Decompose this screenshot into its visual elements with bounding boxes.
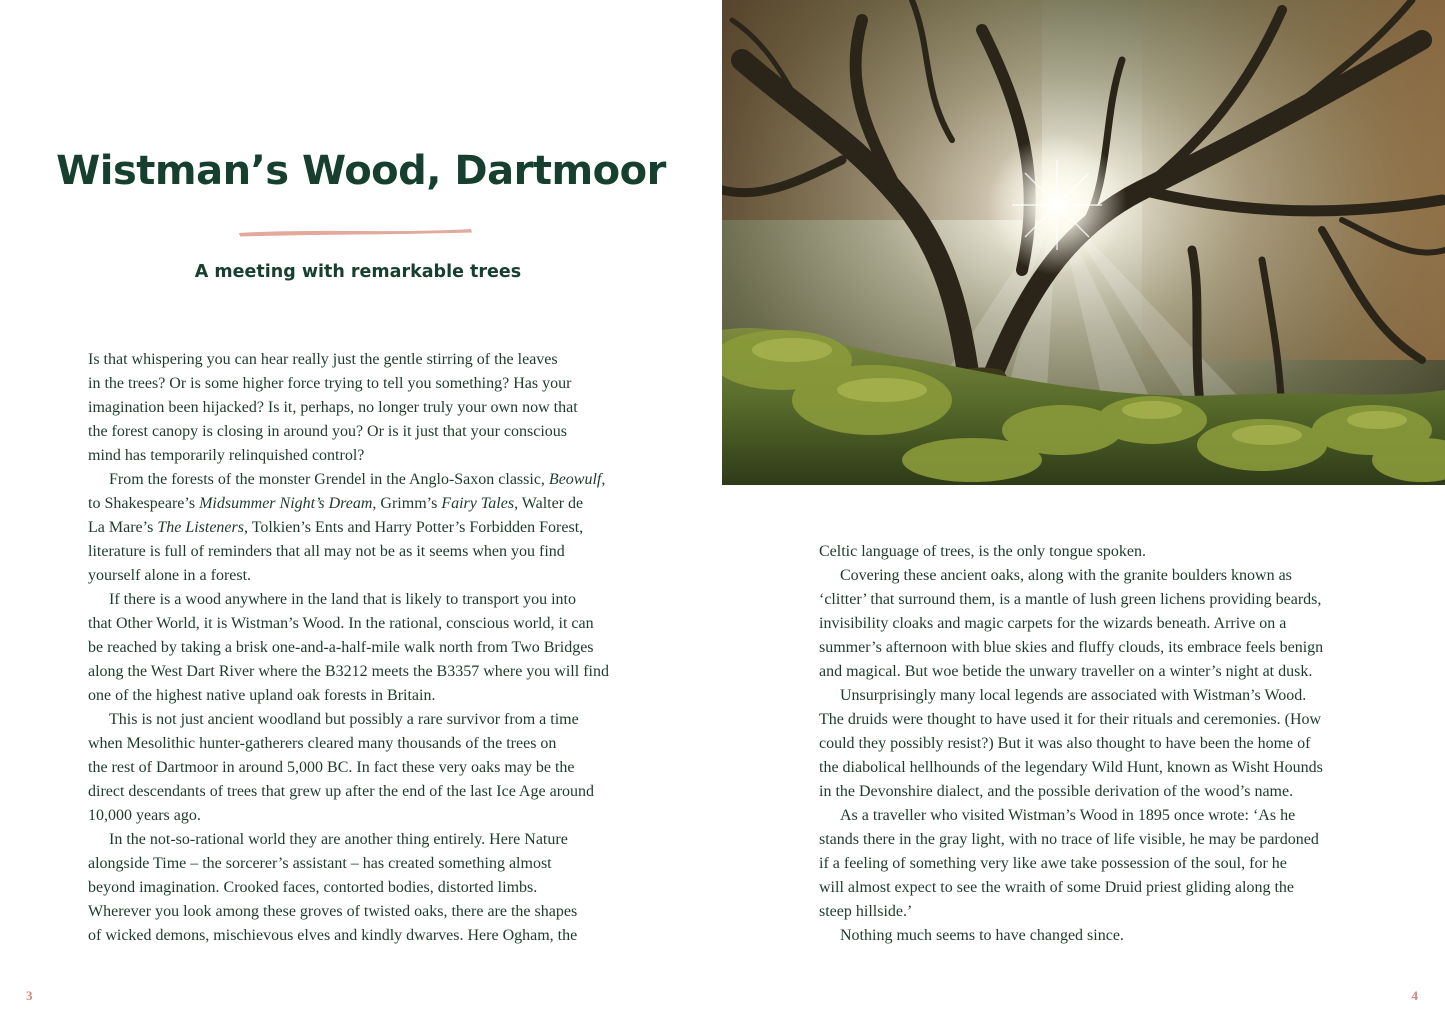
paragraph [88,708,648,828]
text-line: the rest of Dartmoor in around 5,000 BC. In fact these very oaks may be the [88,759,575,776]
paragraph [88,828,648,948]
paragraph [88,588,648,708]
text-line: Nothing much seems to have changed since. [840,927,1124,944]
text-line: 10,000 years ago. [88,807,201,824]
page-number-right: 4 [1411,988,1418,1003]
text-line: the forest canopy is closing in around you? Or is it just that your conscious [88,423,568,440]
paragraph [819,540,1379,564]
text-line: Unsurprisingly many local legends are associated with Wistman’s Wood. [840,687,1307,704]
left-page [0,0,722,1023]
text-line: will almost expect to see the wraith of some Druid priest gliding along the [819,879,1295,896]
text-line: direct descendants of trees that grew up after the end of the last Ice Age around [88,783,595,800]
text-line: Covering these ancient oaks, along with the granite boulders known as [840,567,1292,584]
text-line: steep hillside.’ [819,903,913,920]
text-line: along the West Dart River where the B3212 meets the B3357 where you will find [88,663,609,680]
text-line: the diabolical hellhounds of the legendary Wild Hunt, known as Wisht Hounds [819,759,1323,776]
text-line: that Other World, it is Wistman’s Wood. In the rational, conscious world, it can [88,615,594,632]
text-line: in the Devonshire dialect, and the possible derivation of the wood’s name. [819,783,1294,800]
paragraph [88,468,648,588]
text-line: to Shakespeare’s Midsummer Night’s Dream, Grimm’s Fairy Tales, Walter de [88,495,584,512]
text-line: La Mare’s The Listeners, Tolkien’s Ents and Harry Potter’s Forbidden Forest, [88,519,584,536]
paragraph [819,564,1379,684]
paragraph [819,804,1379,924]
title-underline-rule [237,224,473,238]
page-subtitle: A meeting with remarkable trees [194,262,522,282]
text-line: In the not-so-rational world they are another thing entirely. Here Nature [109,831,568,848]
text-line: summer’s afternoon with blue skies and fluffy clouds, its embrace feels benign [819,639,1324,656]
text-line: if a feeling of something very like awe take possession of the soul, for he [819,855,1287,872]
text-line: The druids were thought to have used it for their rituals and ceremonies. (How [819,711,1322,728]
page-title: Wistman’s Wood, Dartmoor [56,148,666,194]
forest-photo [722,0,1445,485]
text-line: mind has temporarily relinquished control? [88,447,365,464]
text-line: This is not just ancient woodland but possibly a rare survivor from a time [109,711,579,728]
text-line: If there is a wood anywhere in the land that is likely to transport you into [109,591,576,608]
text-line: literature is full of reminders that all may not be as it seems when you find [88,543,565,560]
left-body-text [88,348,648,948]
text-line: Is that whispering you can hear really just the gentle stirring of the leaves [88,351,558,368]
text-line: yourself alone in a forest. [88,567,252,584]
paragraph [819,684,1379,804]
text-line: Celtic language of trees, is the only tongue spoken. [819,543,1147,560]
text-line: Wherever you look among these groves of twisted oaks, there are the shapes [88,903,578,920]
text-line: invisibility cloaks and magic carpets for the wizards beneath. Arrive on a [819,615,1287,632]
page-number-left: 3 [26,988,33,1003]
text-line: could they possibly resist?) But it was also thought to have been the home of [819,735,1311,752]
text-line: when Mesolithic hunter-gatherers cleared many thousands of the trees on [88,735,557,752]
text-line: imagination been hijacked? Is it, perhaps, no longer truly your own now that [88,399,578,416]
text-line: one of the highest native upland oak forests in Britain. [88,687,436,704]
right-page [722,0,1445,1023]
text-line: in the trees? Or is some higher force trying to tell you something? Has your [88,375,572,392]
text-line: stands there in the gray light, with no trace of life visible, he may be pardoned [819,831,1319,848]
right-body-text [819,540,1379,948]
text-line: As a traveller who visited Wistman’s Wood in 1895 once wrote: ‘As he [840,807,1296,824]
text-line: of wicked demons, mischievous elves and kindly dwarves. Here Ogham, the [88,927,578,944]
paragraph [88,348,648,468]
text-line: be reached by taking a brisk one-and-a-half-mile walk north from Two Bridges [88,639,594,656]
text-line: and magical. But woe betide the unwary traveller on a winter’s night at dusk. [819,663,1313,680]
text-line: ‘clitter’ that surround them, is a mantle of lush green lichens providing beards, [819,591,1322,608]
text-line: From the forests of the monster Grendel in the Anglo-Saxon classic, Beowulf, [109,471,606,488]
paragraph [819,924,1379,948]
text-line: alongside Time – the sorcerer’s assistant – has created something almost [88,855,552,872]
text-line: beyond imagination. Crooked faces, contorted bodies, distorted limbs. [88,879,538,896]
